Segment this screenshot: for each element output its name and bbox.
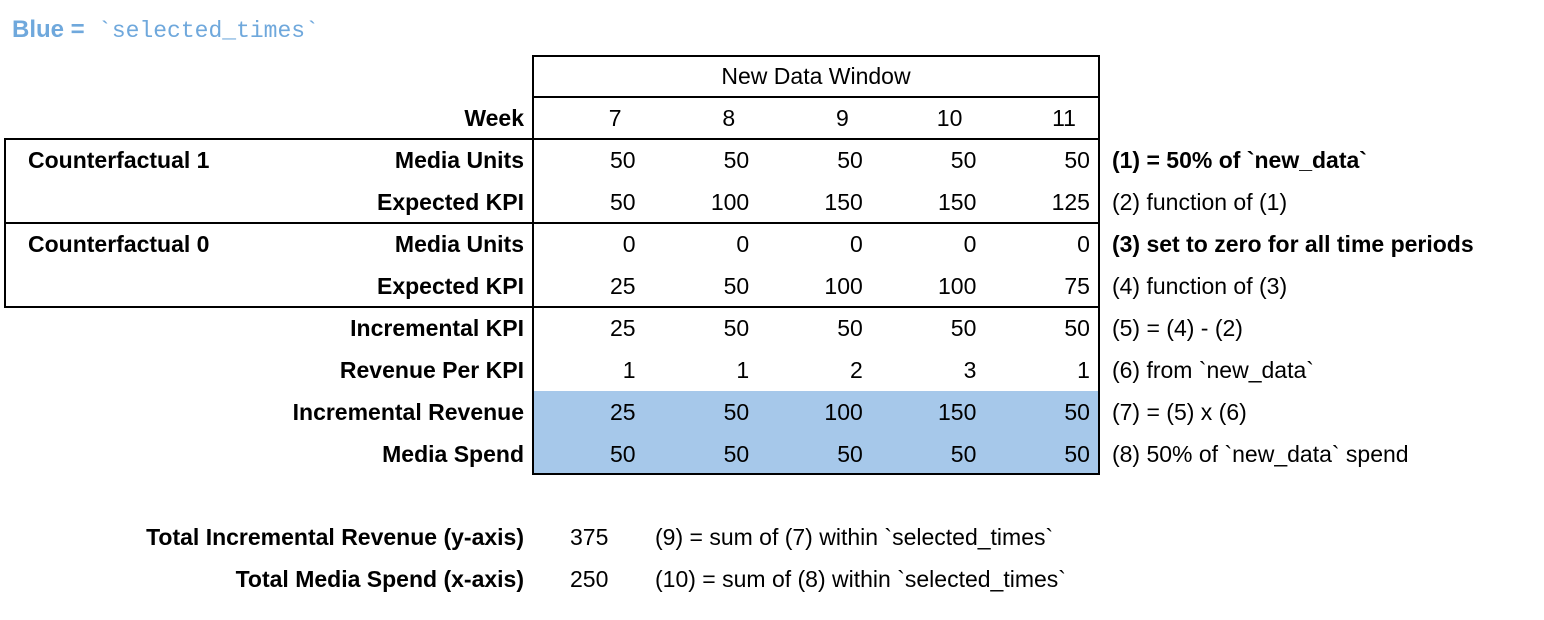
group-label-counterfactual-0: Counterfactual 0 [28, 231, 210, 257]
note-3: (3) set to zero for all time periods [1111, 231, 1474, 257]
group-label-counterfactual-1: Counterfactual 1 [28, 147, 210, 173]
cell: 100 [710, 189, 750, 215]
row-label-media-spend: Media Spend [382, 441, 524, 467]
cell: 50 [610, 147, 636, 173]
row-label-revenue-per-kpi: Revenue Per KPI [339, 357, 524, 383]
note-7: (7) = (5) x (6) [1111, 399, 1247, 425]
cf-box-left-border [4, 138, 6, 308]
cell: 1 [736, 357, 750, 383]
highlighted-cell: 50 [986, 433, 1100, 475]
week-8: 8 [722, 105, 736, 131]
cell: 0 [622, 231, 636, 257]
cell: 25 [610, 315, 636, 341]
row-label-cf0-expected-kpi: Expected KPI [377, 273, 524, 299]
total-incremental-revenue-label: Total Incremental Revenue (y-axis) [146, 524, 524, 550]
highlighted-cell: 50 [986, 391, 1100, 433]
week-9: 9 [835, 105, 849, 131]
row-label-cf1-expected-kpi: Expected KPI [377, 189, 524, 215]
week-label: Week [464, 105, 524, 131]
cell: 50 [1064, 147, 1090, 173]
highlighted-cell: 50 [532, 433, 646, 475]
cell: 75 [1064, 273, 1090, 299]
cell: 100 [938, 273, 977, 299]
cell: 125 [1051, 189, 1090, 215]
cell: 150 [938, 189, 977, 215]
cell: 1 [1077, 357, 1090, 383]
note-1: (1) = 50% of `new_data` [1111, 147, 1367, 173]
cell: 0 [736, 231, 750, 257]
header-divider-line [532, 96, 1100, 98]
week-note-empty [1100, 97, 1544, 139]
week-10: 10 [936, 105, 963, 131]
note-9: (9) = sum of (7) within `selected_times` [655, 524, 1054, 550]
total-media-spend-value: 250 [570, 566, 609, 592]
highlighted-cell: 100 [759, 391, 873, 433]
cell: 100 [824, 273, 863, 299]
cell: 50 [950, 315, 977, 341]
cell: 50 [1064, 315, 1090, 341]
header-empty-cell [0, 55, 532, 97]
highlighted-cell: 150 [873, 391, 987, 433]
legend-prefix: Blue = [12, 16, 85, 43]
cell: 0 [963, 231, 977, 257]
cell: 50 [950, 147, 977, 173]
cell: 50 [723, 315, 750, 341]
cf1-cf0-divider-line [4, 222, 1100, 224]
week-11: 11 [1052, 105, 1076, 131]
data-table [0, 55, 1544, 475]
row-label-cf1-media-units: Media Units [394, 147, 524, 173]
cf0-bottom-line [4, 306, 1100, 308]
cell: 150 [824, 189, 863, 215]
cell: 25 [610, 273, 636, 299]
row-label-cf0-media-units: Media Units [394, 231, 524, 257]
cf1-top-line [4, 138, 1100, 140]
header-note-empty [1100, 55, 1544, 97]
cell: 50 [610, 189, 636, 215]
note-10: (10) = sum of (8) within `selected_times` [655, 566, 1066, 592]
note-5: (5) = (4) - (2) [1111, 315, 1243, 341]
cell: 50 [723, 273, 750, 299]
cell: 0 [1077, 231, 1090, 257]
cell: 3 [963, 357, 977, 383]
row-label-incremental-kpi: Incremental KPI [350, 315, 524, 341]
cell: 50 [723, 147, 750, 173]
total-incremental-revenue-value: 375 [570, 524, 609, 550]
row-label-incremental-revenue: Incremental Revenue [292, 399, 524, 425]
highlighted-cell: 50 [873, 433, 987, 475]
cell: 0 [849, 231, 863, 257]
highlighted-cell: 25 [532, 391, 646, 433]
highlighted-cell: 50 [646, 433, 760, 475]
highlighted-cell: 50 [646, 391, 760, 433]
cell: 50 [837, 147, 863, 173]
cell: 50 [837, 315, 863, 341]
legend-code: `selected_times` [98, 18, 319, 44]
note-2: (2) function of (1) [1111, 189, 1288, 215]
note-6: (6) from `new_data` [1111, 357, 1314, 383]
note-4: (4) function of (3) [1111, 273, 1288, 299]
total-media-spend-label: Total Media Spend (x-axis) [235, 566, 524, 592]
cell: 2 [849, 357, 863, 383]
week-7: 7 [608, 105, 622, 131]
highlighted-cell: 50 [759, 433, 873, 475]
new-data-window-header: New Data Window [721, 63, 911, 89]
cell: 1 [622, 357, 636, 383]
legend-blue-selected-times [12, 14, 319, 47]
note-8: (8) 50% of `new_data` spend [1111, 441, 1409, 467]
